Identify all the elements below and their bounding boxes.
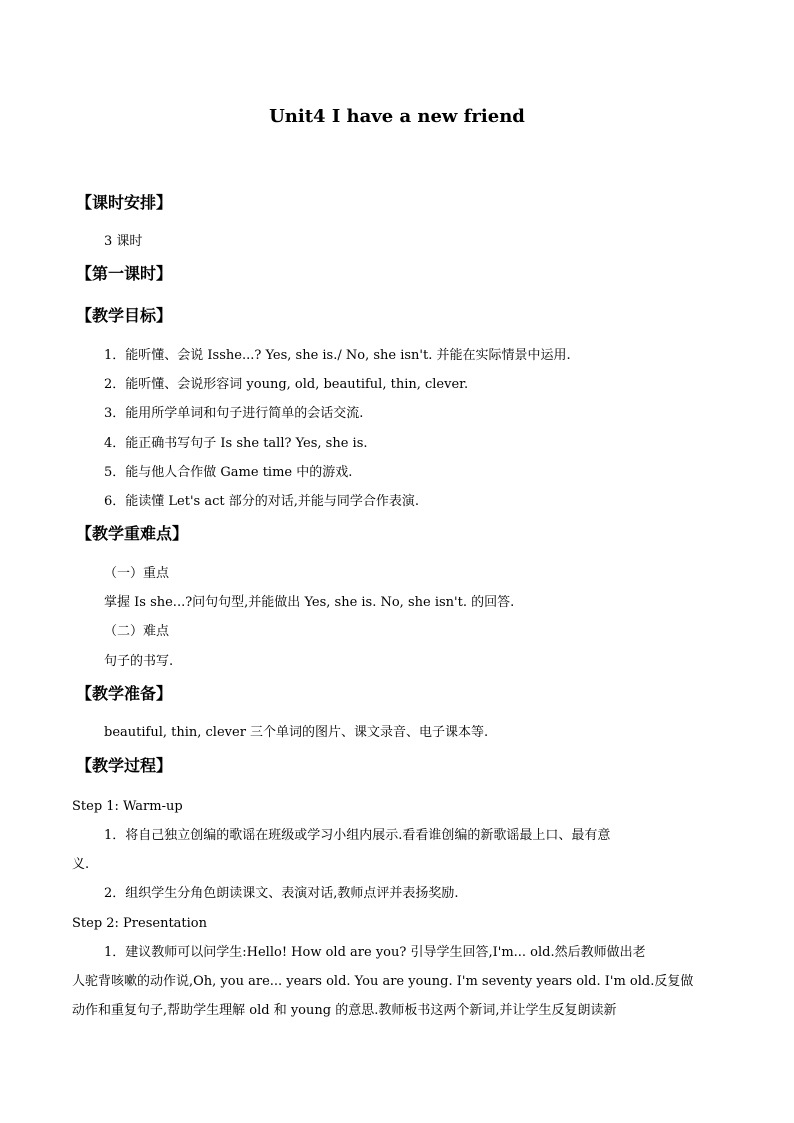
objective-item: 2．能听懂、会说形容词 young, old, beautiful, thin, clever. bbox=[104, 377, 469, 392]
schedule-text: 3 课时 bbox=[104, 234, 143, 249]
process-line: 2．组织学生分角色朗读课文、表演对话,教师点评并表扬奖励. bbox=[104, 886, 459, 901]
step-heading: Step 2: Presentation bbox=[72, 916, 208, 931]
heading-schedule: 【课时安排】 bbox=[76, 193, 173, 212]
process-line: 人驼背咳嗽的动作说,Oh, you are... years old. You are young. I'm seventy years old. I'm old.反复做 bbox=[72, 974, 694, 989]
objective-item: 5．能与他人合作做 Game time 中的游戏. bbox=[104, 465, 353, 480]
process-line: 义. bbox=[72, 857, 90, 872]
process-line: 动作和重复句子,帮助学生理解 old 和 young 的意思.教师板书这两个新词,并让学生反复朗读新 bbox=[72, 1003, 617, 1018]
heading-preparation: 【教学准备】 bbox=[76, 684, 173, 703]
difficulty-subheading: （二）难点 bbox=[104, 624, 170, 639]
process-line: 1．将自己独立创编的歌谣在班级或学习小组内展示.看看谁创编的新歌谣最上口、最有意 bbox=[104, 828, 611, 843]
heading-key-points: 【教学重难点】 bbox=[76, 524, 189, 543]
preparation-text: beautiful, thin, clever 三个单词的图片、课文录音、电子课本等. bbox=[104, 725, 489, 740]
difficulty-text: 句子的书写. bbox=[104, 654, 174, 669]
objective-item: 3．能用所学单词和句子进行简单的会话交流. bbox=[104, 406, 364, 421]
step-heading: Step 1: Warm-up bbox=[72, 799, 183, 814]
objective-item: 4．能正确书写句子 Is she tall? Yes, she is. bbox=[104, 436, 368, 451]
document-title: Unit4 I have a new friend bbox=[269, 106, 525, 127]
objective-item: 6．能读懂 Let's act 部分的对话,并能与同学合作表演. bbox=[104, 494, 419, 509]
heading-process: 【教学过程】 bbox=[76, 756, 173, 775]
process-line: 1．建议教师可以问学生:Hello! How old are you? 引导学生回答,I'm... old.然后教师做出老 bbox=[104, 945, 646, 960]
objective-item: 1．能听懂、会说 Isshe...? Yes, she is./ No, she isn't. 并能在实际情景中运用. bbox=[104, 348, 571, 363]
heading-objectives: 【教学目标】 bbox=[76, 306, 173, 325]
heading-first-lesson: 【第一课时】 bbox=[76, 264, 173, 283]
key-point-text: 掌握 Is she...?问句句型,并能做出 Yes, she is. No, she isn't. 的回答. bbox=[104, 595, 515, 610]
key-point-subheading: （一）重点 bbox=[104, 566, 170, 581]
